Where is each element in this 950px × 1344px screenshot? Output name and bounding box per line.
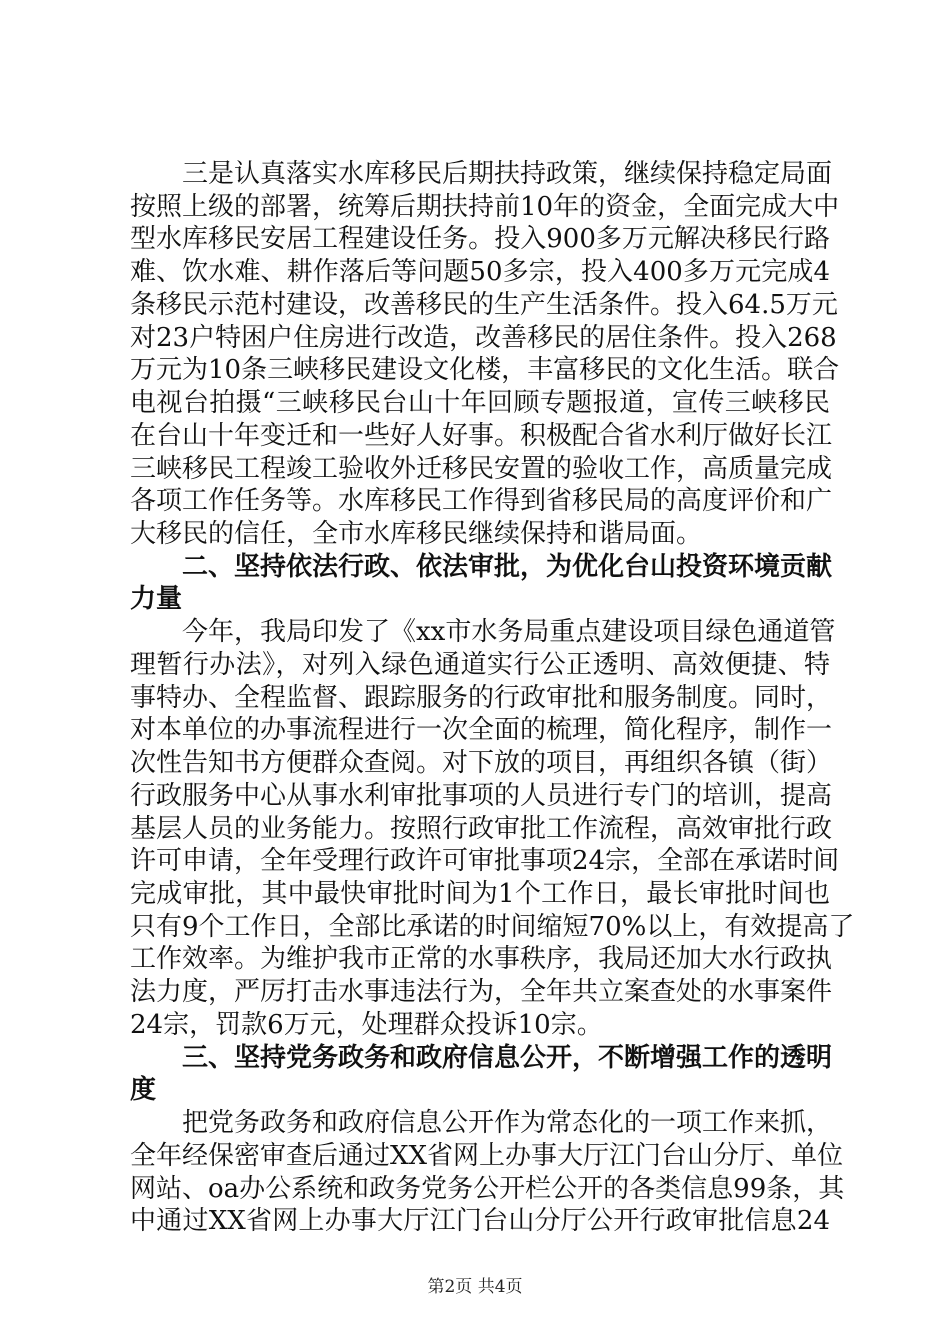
section-heading: 二、坚持依法行政、依法审批，为优化台山投资环境贡献 <box>130 552 833 582</box>
section-heading: 力量 <box>130 584 183 614</box>
paragraph-line: 网站、oa办公系统和政务党务公开栏公开的各类信息99条，其 <box>130 1174 845 1204</box>
page-number-footer: 第2页 共4页 <box>427 1277 523 1297</box>
paragraph-line: 理暂行办法》，对列入绿色通道实行公正透明、高效便捷、特 <box>130 650 830 680</box>
paragraph-line: 中通过XX省网上办事大厅江门台山分厅公开行政审批信息24 <box>130 1206 830 1236</box>
paragraph-line: 24宗，罚款6万元，处理群众投诉10宗。 <box>130 1010 603 1040</box>
paragraph-line: 基层人员的业务能力。按照行政审批工作流程，高效审批行政 <box>130 814 833 844</box>
section-heading: 三、坚持党务政务和政府信息公开，不断增强工作的透明 <box>130 1043 833 1073</box>
paragraph-line: 行政服务中心从事水利审批事项的人员进行专门的培训，提高 <box>130 781 833 811</box>
paragraph-line: 型水库移民安居工程建设任务。投入900多万元解决移民行路 <box>130 224 830 254</box>
paragraph-line: 只有9个工作日，全部比承诺的时间缩短70%以上，有效提高了 <box>130 912 855 942</box>
paragraph-line: 大移民的信任，全市水库移民继续保持和谐局面。 <box>130 519 703 549</box>
paragraph-line: 三峡移民工程竣工验收外迁移民安置的验收工作，高质量完成 <box>130 454 833 484</box>
paragraph-line: 电视台拍摄“三峡移民台山十年回顾专题报道，宣传三峡移民 <box>130 388 830 418</box>
paragraph-line: 次性告知书方便群众查阅。对下放的项目，再组织各镇（街） <box>130 748 833 778</box>
paragraph-line: 各项工作任务等。水库移民工作得到省移民局的高度评价和广 <box>130 486 833 516</box>
paragraph-line: 许可申请，全年受理行政许可审批事项24宗，全部在承诺时间 <box>130 846 840 876</box>
paragraph-line: 万元为10条三峡移民建设文化楼，丰富移民的文化生活。联合 <box>130 355 840 385</box>
paragraph-line: 工作效率。为维护我市正常的水事秩序，我局还加大水行政执 <box>130 944 833 974</box>
paragraph-line: 完成审批，其中最快审批时间为1个工作日，最长审批时间也 <box>130 879 830 909</box>
paragraph-line: 对本单位的办事流程进行一次全面的梳理，简化程序，制作一 <box>130 715 833 745</box>
paragraph-line: 条移民示范村建设，改善移民的生产生活条件。投入64.5万元 <box>130 290 838 320</box>
paragraph-line: 按照上级的部署，统筹后期扶持前10年的资金，全面完成大中 <box>130 192 840 222</box>
paragraph-line: 事特办、全程监督、跟踪服务的行政审批和服务制度。同时， <box>130 683 833 713</box>
paragraph-line: 把党务政务和政府信息公开作为常态化的一项工作来抓， <box>130 1108 833 1138</box>
paragraph-line: 在台山十年变迁和一些好人好事。积极配合省水利厅做好长江 <box>130 421 833 451</box>
paragraph-line: 今年，我局印发了《xx市水务局重点建设项目绿色通道管 <box>130 617 836 647</box>
paragraph-line: 法力度，严厉打击水事违法行为，全年共立案查处的水事案件 <box>130 977 833 1007</box>
section-heading: 度 <box>130 1075 157 1105</box>
paragraph-line: 三是认真落实水库移民后期扶持政策，继续保持稳定局面 <box>130 159 833 189</box>
paragraph-line: 难、饮水难、耕作落后等问题50多宗，投入400多万元完成4 <box>130 257 830 287</box>
paragraph-line: 全年经保密审查后通过XX省网上办事大厅江门台山分厅、单位 <box>130 1141 844 1171</box>
paragraph-line: 对23户特困户住房进行改造，改善移民的居住条件。投入268 <box>130 323 837 353</box>
